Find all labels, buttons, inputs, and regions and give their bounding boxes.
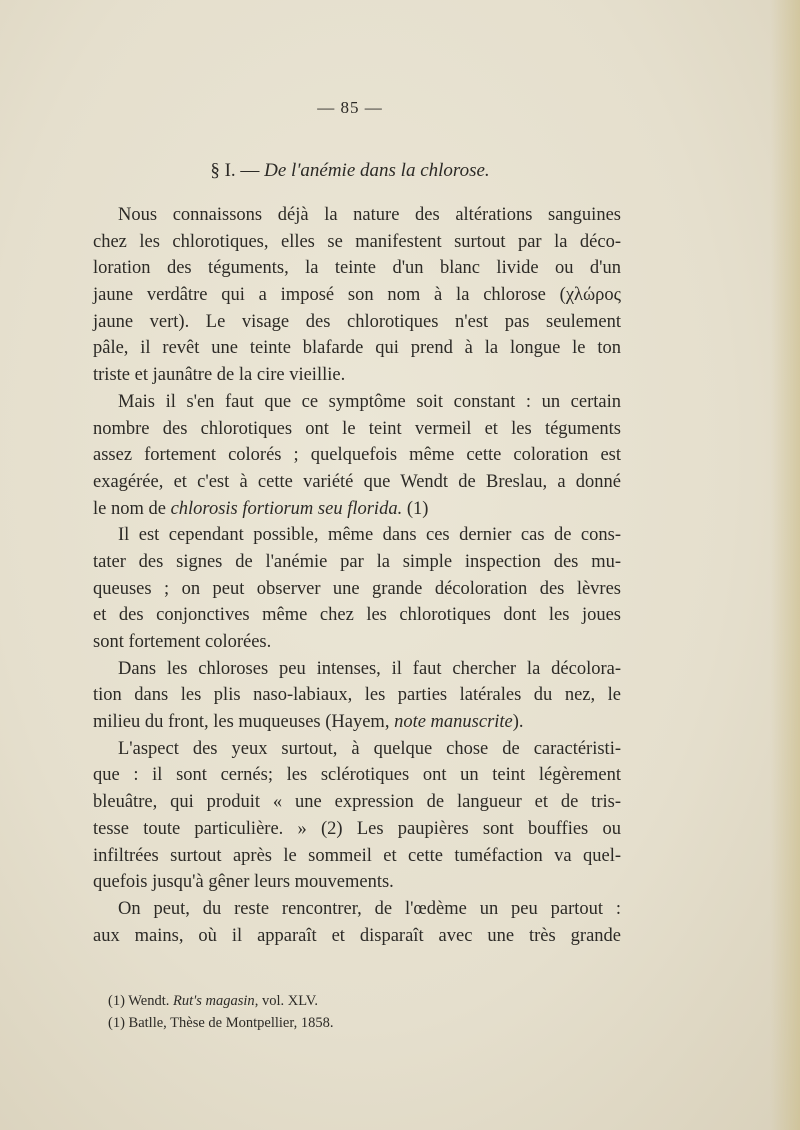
text-line — [93, 602, 621, 629]
text-line — [93, 576, 621, 603]
text-line — [93, 416, 621, 443]
section-title: De l'anémie dans la chlorose. — [264, 160, 490, 181]
text-segment: triste et jaunâtre de la cire vieillie. — [93, 365, 346, 386]
text-segment: tater des signes de l'anémie par la simple inspection des mu- — [93, 551, 621, 572]
paragraph — [93, 522, 621, 655]
text-segment: aux mains, où il apparaît et disparaît avec une très grande — [93, 925, 621, 946]
text-segment: L'aspect des yeux surtout, à quelque chose de caractéristi- — [118, 738, 621, 759]
text-line — [93, 843, 621, 870]
text-segment: jaune verdâtre qui a imposé son nom à la chlorose (χλώρος — [93, 285, 621, 306]
italic-text: note manuscrite — [394, 712, 513, 733]
text-segment: Nous connaissons déjà la nature des altérations sanguines — [118, 205, 621, 225]
text-line — [93, 869, 621, 896]
text-segment: (1) — [402, 498, 429, 519]
text-line — [93, 709, 621, 736]
footnote — [108, 990, 608, 1012]
text-segment: chez les chlorotiques, elles se manifestent surtout par la déco- — [93, 231, 621, 252]
paragraph — [93, 736, 621, 896]
text-line — [93, 762, 621, 789]
text-segment: et des conjonctives même chez les chlorotiques dont les joues — [93, 605, 621, 626]
text-segment: milieu du front, les muqueuses (Hayem, — [93, 712, 395, 733]
text-line — [93, 309, 621, 336]
footnote-text: Wendt. — [128, 993, 174, 1009]
text-segment: jaune vert). Le visage des chlorotiques n'est pas seulement — [93, 311, 621, 332]
text-line — [93, 335, 621, 362]
footnote-number: (1) — [108, 1015, 129, 1031]
text-line — [93, 282, 621, 309]
text-segment: ). — [512, 712, 524, 733]
text-segment: infiltrées surtout après le sommeil et cette tuméfaction va quel- — [93, 845, 621, 866]
text-line — [93, 896, 621, 923]
page-edge-shadow — [770, 0, 800, 1130]
text-segment: pâle, il revêt une teinte blafarde qui prend à la longue le ton — [93, 338, 621, 359]
paragraph — [93, 389, 621, 522]
footnote-text: , vol. XLV. — [254, 993, 318, 1009]
text-segment: que : il sont cernés; les sclérotiques ont un teint légèrement — [93, 765, 621, 786]
text-line — [93, 522, 621, 549]
text-line — [93, 629, 621, 656]
italic-text: chlorosis fortiorum seu florida. — [170, 498, 403, 519]
text-segment: loration des téguments, la teinte d'un blanc livide ou d'un — [93, 258, 621, 279]
text-segment: tion dans les plis naso-labiaux, les parties latérales du nez, le — [93, 685, 621, 706]
footnote-title: Rut's magasin — [173, 993, 255, 1009]
text-segment: Dans les chloroses peu intenses, il faut chercher la décolora- — [118, 658, 621, 679]
text-line — [93, 362, 621, 389]
text-line — [93, 816, 621, 843]
text-segment: bleuâtre, qui produit « une expression de langueur et de tris- — [93, 792, 621, 813]
text-segment: On peut, du reste rencontrer, de l'œdème un peu partout : — [118, 898, 621, 919]
text-line — [93, 389, 621, 416]
footnotes — [108, 990, 608, 1034]
text-segment: tesse toute particulière. » (2) Les paupières sont bouffies ou — [93, 818, 621, 839]
paragraph — [93, 656, 621, 736]
text-line — [93, 656, 621, 683]
text-line — [93, 736, 621, 763]
paragraph — [93, 896, 621, 949]
text-line — [93, 789, 621, 816]
body-text — [93, 202, 621, 949]
text-segment: Mais il s'en faut que ce symptôme soit constant : un certain — [118, 391, 621, 412]
text-line — [93, 496, 621, 523]
text-line — [93, 442, 621, 469]
text-segment: queuses ; on peut observer une grande décoloration des lèvres — [93, 578, 621, 599]
text-line — [93, 549, 621, 576]
section-number: § I. — — [210, 160, 260, 181]
text-segment: exagérée, et c'est à cette variété que Wendt de Breslau, a donné — [93, 471, 621, 492]
footnote — [108, 1012, 608, 1034]
section-heading — [0, 160, 700, 182]
text-segment: le nom de — [93, 498, 171, 519]
text-line — [93, 923, 621, 950]
footnote-text: Batlle, Thèse de Montpellier, 1858. — [128, 1015, 334, 1031]
text-segment: quefois jusqu'à gêner leurs mouvements. — [93, 872, 394, 893]
text-segment: nombre des chlorotiques ont le teint vermeil et les téguments — [93, 418, 621, 439]
footnote-number: (1) — [108, 993, 129, 1009]
paragraph — [93, 202, 621, 389]
text-segment: sont fortement colorées. — [93, 632, 272, 652]
text-line — [93, 202, 621, 229]
text-line — [93, 469, 621, 496]
text-line — [93, 255, 621, 282]
text-segment: Il est cependant possible, même dans ces dernier cas de cons- — [118, 525, 621, 546]
text-line — [93, 229, 621, 256]
text-segment: assez fortement colorés ; quelquefois même cette coloration est — [93, 445, 621, 466]
page-number: — 85 — — [317, 98, 383, 117]
text-line — [93, 682, 621, 709]
